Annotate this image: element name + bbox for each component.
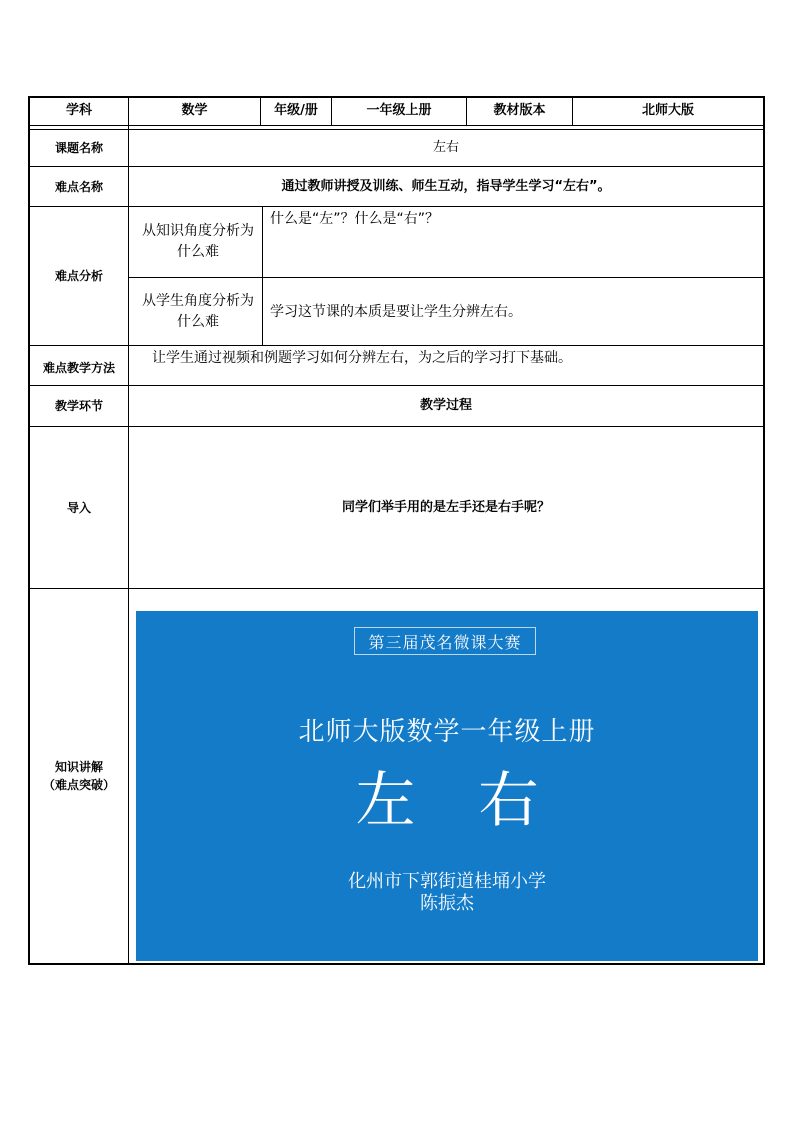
knowledge-explanation-label xyxy=(30,589,128,963)
analysis-label: 难点分析 xyxy=(54,269,103,283)
topic-label: 课题名称 xyxy=(54,141,103,155)
knowledge-label-line2: （难点突破） xyxy=(42,778,115,792)
process-label: 教学过程 xyxy=(419,398,472,413)
slide-author: 陈振杰 xyxy=(420,893,474,914)
knowledge-label-line1: 知识讲解 xyxy=(54,760,103,774)
difficulty-label: 难点名称 xyxy=(54,179,103,194)
title-slide-image xyxy=(136,611,758,961)
slide-subtitle: 北师大版数学一年级上册 xyxy=(298,717,596,747)
method-label: 难点教学方法 xyxy=(42,361,115,375)
topic-value: 左右 xyxy=(432,140,459,155)
process-stage-label: 教学环节 xyxy=(54,399,103,413)
intro-question: 同学们举手用的是左手还是右手呢？ xyxy=(341,499,550,515)
subject-value: 数学 xyxy=(181,103,208,118)
intro-label: 导入 xyxy=(66,500,91,515)
contest-badge: 第三届茂名微课大赛 xyxy=(354,627,536,655)
subject-label: 学科 xyxy=(65,103,92,118)
knowledge-angle-label: 从知识角度分析为什么难 xyxy=(142,223,254,260)
slide-title: 左 右 xyxy=(355,766,561,836)
grade-value: 一年级上册 xyxy=(366,103,432,118)
difficulty-value: 通过教师讲授及训练、师生互动，指导学生学习“左右”。 xyxy=(281,178,611,194)
edition-label: 教材版本 xyxy=(493,103,546,118)
knowledge-angle-value: 什么是“左”？什么是“右”？ xyxy=(270,211,440,227)
method-value: 让学生通过视频和例题学习如何分辨左右，为之后的学习打下基础。 xyxy=(152,350,572,366)
student-angle-value: 学习这节课的本质是要让学生分辨左右。 xyxy=(270,303,522,320)
edition-value: 北师大版 xyxy=(641,103,694,118)
slide-school: 化州市下郭街道桂埇小学 xyxy=(348,871,546,892)
grade-label: 年级/册 xyxy=(274,103,318,118)
student-angle-label: 从学生角度分析为什么难 xyxy=(142,292,254,330)
